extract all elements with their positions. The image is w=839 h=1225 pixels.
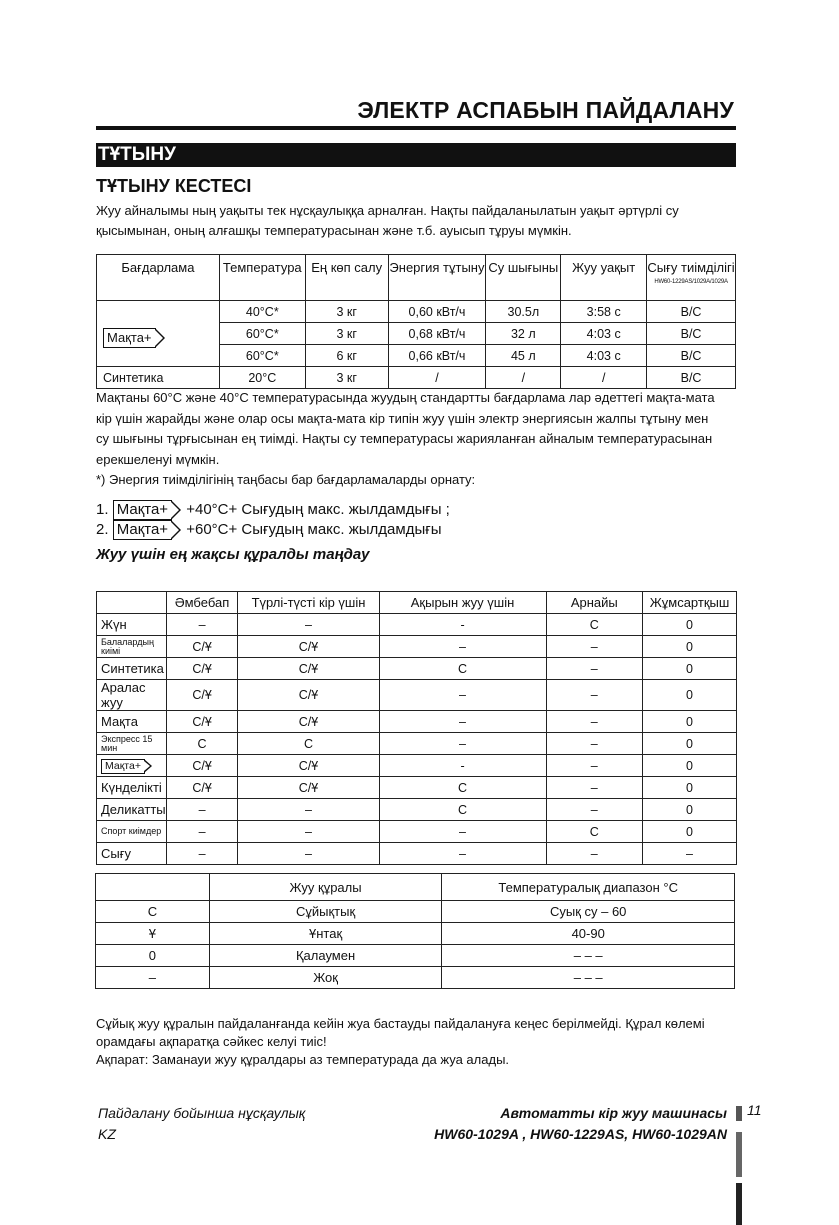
closing-line: Ақпарат: Заманауи жуу құралдары аз температурада да жуа алады. [96, 1052, 510, 1067]
detergent-heading: Жуу үшін ең жақсы құралды таңдау [96, 546, 370, 563]
table-cell: – [379, 711, 546, 733]
table-header-row [97, 592, 737, 614]
table-cell: / [388, 367, 486, 389]
note-line: кір үшін жарайды және олар осы мақта-мата кір типін жуу үшін электр энергиясын жалпы тұтыну мен [96, 410, 709, 426]
table-row [97, 680, 737, 711]
col-header: Әмбебап [166, 592, 238, 614]
table-cell: С [379, 777, 546, 799]
table-cell: 3:58 с [561, 301, 647, 323]
section-subtitle: ТҰТЫНУ КЕСТЕСІ [96, 176, 252, 196]
col-header: Түрлі-түсті кір үшін [238, 592, 379, 614]
table-cell: – [546, 755, 643, 777]
table-cell: – [546, 777, 643, 799]
page-edge-marker [736, 1132, 742, 1177]
legend-table [95, 873, 735, 989]
setup-number: 2. [96, 521, 109, 538]
table-cell: Ұ [96, 923, 210, 945]
row-label: Күнделікті [97, 777, 167, 799]
table-cell: 0 [643, 614, 737, 636]
row-label: Сығу [97, 843, 167, 865]
row-label: Спорт киімдер [97, 821, 167, 843]
table-row [96, 945, 735, 967]
table-cell: / [486, 367, 561, 389]
page-edge-marker [736, 1183, 742, 1225]
row-label: Аралас жуу [97, 680, 167, 711]
table-cell: – [238, 614, 379, 636]
table-cell: 0 [96, 945, 210, 967]
col-header [97, 592, 167, 614]
table-cell: 0 [643, 755, 737, 777]
program-tag: Мақта+ [101, 759, 145, 774]
table-cell: С/Ұ [238, 658, 379, 680]
table-cell: 3 кг [305, 301, 388, 323]
table-cell: С/Ұ [166, 636, 238, 658]
table-cell: 0 [643, 680, 737, 711]
table-row [97, 821, 737, 843]
table-row [97, 777, 737, 799]
notes-block [96, 388, 746, 491]
manual-title: Пайдалану бойынша нұсқаулық [98, 1105, 306, 1121]
setup-line [96, 500, 450, 520]
table-cell: 32 л [486, 323, 561, 345]
table-cell: С/Ұ [166, 755, 238, 777]
setup-list [96, 500, 450, 540]
program-tag: Мақта+ [103, 328, 156, 348]
table-row [97, 367, 736, 389]
table-row [97, 711, 737, 733]
closing-notes [96, 1015, 746, 1069]
header-rule [96, 126, 736, 130]
col-header: Арнайы [546, 592, 643, 614]
table-cell: – [546, 680, 643, 711]
table-cell: 60°C* [219, 323, 305, 345]
table-cell: С [546, 821, 643, 843]
table-cell: – [166, 614, 238, 636]
table-row [96, 967, 735, 989]
table-row [96, 901, 735, 923]
table-cell: 0,66 кВт/ч [388, 345, 486, 367]
model-note: HW60-1229AS/1029A/1029A [654, 279, 728, 285]
table-cell: - [379, 755, 546, 777]
col-header: Температура [219, 255, 305, 301]
table-cell: – [238, 843, 379, 865]
table-cell: – [238, 821, 379, 843]
table-cell: / [561, 367, 647, 389]
table-cell: 4:03 с [561, 323, 647, 345]
table-cell: С [166, 733, 238, 755]
col-header: Жуу уақыт [561, 255, 647, 301]
col-header: Ақырын жуу үшін [379, 592, 546, 614]
table-cell: 6 кг [305, 345, 388, 367]
row-label: Жүн [97, 614, 167, 636]
page-number: 11 [747, 1102, 762, 1118]
table-cell: – – – [442, 945, 735, 967]
table-cell: 0 [643, 777, 737, 799]
col-header: Температуралық диапазон °С [442, 874, 735, 901]
table-cell: 0 [643, 658, 737, 680]
program-tag: Мақта+ [113, 500, 172, 520]
program-cell [97, 301, 220, 367]
table-cell: – [546, 711, 643, 733]
table-cell: – [238, 799, 379, 821]
col-header: Жұмсартқыш [643, 592, 737, 614]
table-header-row [97, 255, 736, 301]
row-label: Экспресс 15 мин [97, 733, 167, 755]
table-cell: 4:03 с [561, 345, 647, 367]
program-tag: Мақта+ [113, 520, 172, 540]
table-cell: 40-90 [442, 923, 735, 945]
table-row [97, 301, 736, 323]
table-row [97, 755, 737, 777]
table-cell: 0,60 кВт/ч [388, 301, 486, 323]
row-label: Деликатты [97, 799, 167, 821]
row-label: Синтетика [97, 658, 167, 680]
table-row [97, 614, 737, 636]
table-row [97, 636, 737, 658]
footer-right [434, 1103, 727, 1145]
table-cell: 60°C* [219, 345, 305, 367]
table-cell: – [96, 967, 210, 989]
intro-paragraph: Жуу айналымы ның уақыты тек нұсқаулыққа арналған. Нақты пайдаланылатын уақыт әртүрлі су қысымынан, оның алғашқы температурасынан және т.б. ауысып тұруы мүмкін. [96, 203, 679, 238]
table-row [96, 923, 735, 945]
table-cell: 0 [643, 636, 737, 658]
note-line: *) Энергия тиімділігінің таңбасы бар бағдарламаларды орнату: [96, 472, 476, 487]
table-cell: 0 [643, 733, 737, 755]
note-line: ерекшеленуі мүмкін. [96, 451, 220, 467]
table-cell: С [238, 733, 379, 755]
consumption-table [96, 254, 736, 389]
table-cell: – [166, 843, 238, 865]
table-cell: 45 л [486, 345, 561, 367]
table-cell: 3 кг [305, 323, 388, 345]
table-cell: - [379, 614, 546, 636]
table-cell: В/С [647, 323, 736, 345]
table-cell: – [546, 843, 643, 865]
table-cell: 40°C* [219, 301, 305, 323]
table-cell: – [166, 821, 238, 843]
table-cell: С [379, 799, 546, 821]
table-cell: – [643, 843, 737, 865]
table-cell: С [546, 614, 643, 636]
table-cell: Ұнтақ [209, 923, 442, 945]
col-header: Ең көп салу [305, 255, 388, 301]
table-cell: В/С [647, 301, 736, 323]
table-cell: – – – [442, 967, 735, 989]
table-cell: С/Ұ [166, 711, 238, 733]
language-code: KZ [98, 1126, 116, 1142]
table-cell: С/Ұ [166, 680, 238, 711]
table-cell: 0 [643, 821, 737, 843]
table-cell: – [546, 799, 643, 821]
col-header-spin [647, 255, 736, 301]
table-cell: – [379, 821, 546, 843]
note-line: су шығыны тұрғысынан ең тиімді. Нақты су температурасы жарияланған айналым температурасынан [96, 431, 713, 446]
page-title: ЭЛЕКТР АСПАБЫН ПАЙДАЛАНУ [357, 97, 734, 123]
table-cell: – [379, 843, 546, 865]
product-name: Автоматты кір жуу машинасы [500, 1105, 727, 1121]
closing-line: орамдағы ақпаратқа сәйкес келуі тиіс! [96, 1034, 327, 1049]
table-cell: 0,68 кВт/ч [388, 323, 486, 345]
table-cell: С/Ұ [166, 777, 238, 799]
table-row [97, 733, 737, 755]
row-label [97, 755, 167, 777]
table-cell: С/Ұ [238, 777, 379, 799]
table-cell: – [546, 658, 643, 680]
table-cell: С/Ұ [238, 636, 379, 658]
table-cell: В/С [647, 345, 736, 367]
table-cell: – [379, 733, 546, 755]
col-header: Энергия тұтыну [388, 255, 486, 301]
table-cell: – [166, 799, 238, 821]
table-header-row [96, 874, 735, 901]
table-row [97, 843, 737, 865]
table-cell: С/Ұ [166, 658, 238, 680]
setup-text: +60°C+ Сығудың макс. жылдамдығы [186, 521, 442, 538]
row-label: Мақта [97, 711, 167, 733]
table-row [97, 658, 737, 680]
table-cell: – [546, 733, 643, 755]
note-line: Мақтаны 60°C және 40°C температурасында жуудың стандартты бағдарлама лар әдеттегі мақта-мата [96, 390, 715, 405]
col-header [96, 874, 210, 901]
table-cell: – [379, 680, 546, 711]
setup-text: +40°C+ Сығудың макс. жылдамдығы ; [186, 501, 450, 518]
table-cell: Сұйықтық [209, 901, 442, 923]
section-title-bar: ТҰТЫНУ [96, 143, 736, 167]
table-cell: С/Ұ [238, 711, 379, 733]
col-header-label: Сығу тиімділігі [647, 260, 735, 275]
table-cell: Қалаумен [209, 945, 442, 967]
col-header: Бағдарлама [97, 255, 220, 301]
table-cell: 0 [643, 711, 737, 733]
row-label: Балалардың киімі [97, 636, 167, 658]
table-cell: Суық су – 60 [442, 901, 735, 923]
col-header: Жуу құралы [209, 874, 442, 901]
closing-line: Сұйық жуу құралын пайдаланғанда кейін жуа бастауды пайдалануға кеңес берілмейді. Құрал көлемі [96, 1016, 705, 1031]
footer-left [98, 1103, 305, 1145]
table-cell: 20°C [219, 367, 305, 389]
table-cell: 0 [643, 799, 737, 821]
table-cell: 30.5л [486, 301, 561, 323]
table-cell: – [379, 636, 546, 658]
detergent-table [96, 591, 737, 865]
table-row [97, 799, 737, 821]
table-cell: В/С [647, 367, 736, 389]
setup-line [96, 520, 450, 540]
table-cell: С/Ұ [238, 755, 379, 777]
table-cell: С [96, 901, 210, 923]
table-cell: Жоқ [209, 967, 442, 989]
table-cell: 3 кг [305, 367, 388, 389]
table-cell: С [379, 658, 546, 680]
program-label: Синтетика [97, 367, 220, 389]
col-header: Су шығыны [486, 255, 561, 301]
model-list: HW60-1029A , HW60-1229AS, HW60-1029AN [434, 1126, 727, 1142]
setup-number: 1. [96, 501, 109, 518]
table-cell: С/Ұ [238, 680, 379, 711]
table-cell: – [546, 636, 643, 658]
page-edge-marker [736, 1106, 742, 1121]
